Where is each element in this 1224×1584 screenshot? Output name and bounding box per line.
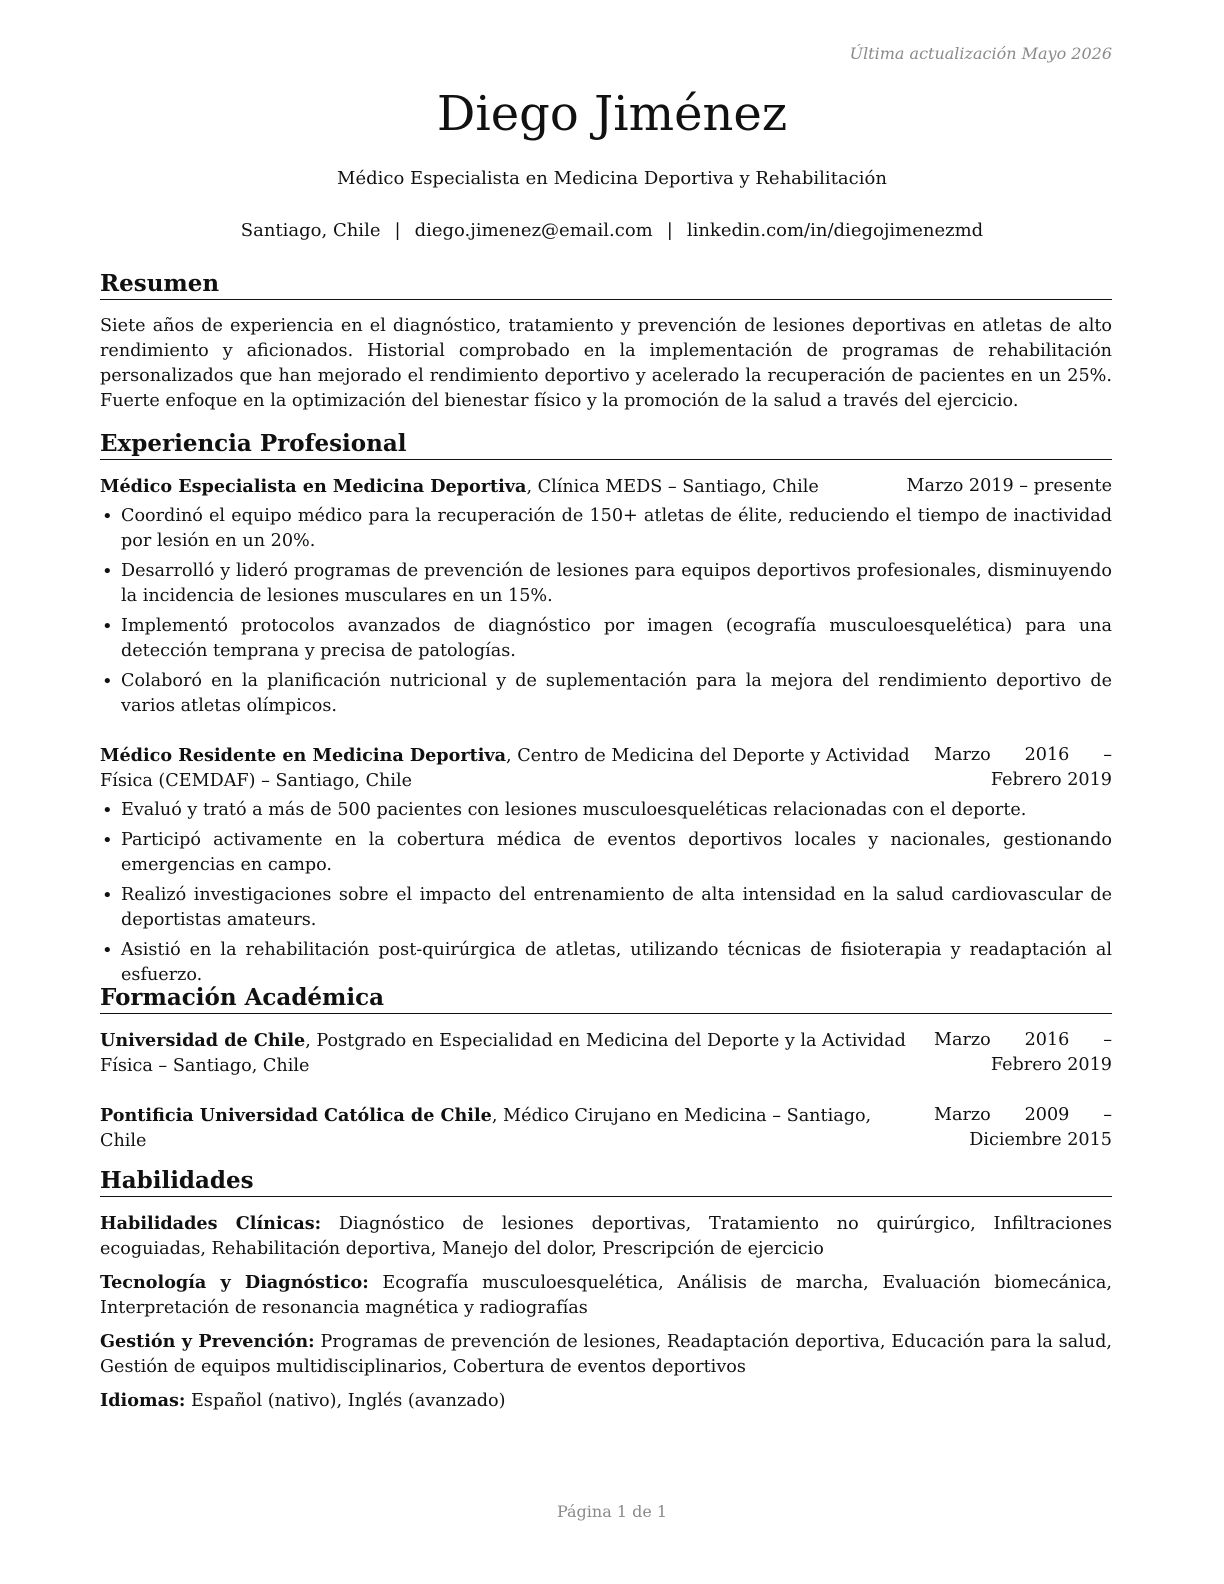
job-bullet: • Evaluó y trató a más de 500 pacientes con lesiones musculoesqueléticas relacionadas con el deporte. — [100, 798, 1112, 823]
headline: Médico Especialista en Medicina Deportiva y Rehabilitación — [337, 168, 887, 189]
job-bullet: • Participó activamente en la cobertura médica de eventos deportivos locales y nacionales, gestionando emergencias en campo. — [100, 828, 1112, 878]
experience-section — [100, 430, 1112, 1012]
contact-line — [0, 220, 1224, 241]
job-dates: Marzo 2019 – presente — [906, 476, 1112, 496]
job-dates: Marzo 2016 – Febrero 2019 — [934, 745, 1112, 790]
job-bullet: • Realizó investigaciones sobre el impacto del entrenamiento de alta intensidad en la salud cardiovascular de deportistas amateurs. — [100, 883, 1112, 933]
section-title: Experiencia Profesional — [100, 430, 1112, 460]
school-name: Pontificia Universidad Católica de Chile — [100, 1105, 492, 1126]
email-link[interactable]: diego.jimenez@email.com — [414, 220, 653, 241]
skill-row — [100, 1211, 1112, 1262]
skills-section — [100, 1167, 1112, 1422]
skill-text: Ecografía musculoesquelética, Análisis de marcha, Evaluación biomecánica, Interpretación de resonancia magnética y radiografías — [100, 1273, 1113, 1318]
job-bullet: • Coordinó el equipo médico para la recuperación de 150+ atletas de élite, reduciendo el tiempo de inactividad por lesión en un 20%. — [100, 504, 1112, 554]
separator: | — [666, 220, 673, 241]
page-number: Página 1 de 1 — [556, 1502, 668, 1521]
education-entry — [100, 1103, 1112, 1154]
job-entry — [100, 474, 1112, 719]
skill-row — [100, 1329, 1112, 1380]
skill-label: Tecnología y Diagnóstico: — [100, 1272, 369, 1293]
location: Santiago, Chile — [240, 220, 381, 241]
job-bullet: • Asistió en la rehabilitación post-quirúrgica de atletas, utilizando técnicas de fisioterapia y readaptación al esfuerzo. — [100, 938, 1112, 988]
section-title: Formación Académica — [100, 984, 1112, 1014]
skill-label: Habilidades Clínicas: — [100, 1213, 322, 1234]
updated-date: Última actualización Mayo 2026 — [849, 44, 1112, 63]
degree-detail: , Postgrado en Especialidad en Medicina del Deporte y la Actividad Física – Santiago, Chile — [100, 1031, 906, 1076]
job-org: , Centro de Medicina del Deporte y Actividad Física (CEMDAF) – Santiago, Chile — [100, 746, 910, 791]
education-dates: Marzo 2009 – Diciembre 2015 — [934, 1105, 1112, 1150]
separator: | — [394, 220, 401, 241]
summary-text: Siete años de experiencia en el diagnóstico, tratamiento y prevención de lesiones deportivas en atletas de alto rendimiento y aficionados. Historial comprobado en la implementación de programas de rehabilitación personalizados que han mejorado el rendimiento deportivo y acelerado la recuperación de pacientes en un 25%. Fuerte enfoque en la optimización del bienestar físico y la promoción de la salud a través del ejercicio. — [100, 316, 1112, 411]
job-bullet: • Implementó protocolos avanzados de diagnóstico por imagen (ecografía musculoesquelética) para una detección temprana y precisa de patologías. — [100, 614, 1112, 664]
degree-detail: , Médico Cirujano en Medicina – Santiago, Chile — [100, 1106, 872, 1151]
job-role: Médico Residente en Medicina Deportiva — [100, 745, 507, 766]
job-org: , Clínica MEDS – Santiago, Chile — [526, 477, 819, 497]
education-entry — [100, 1028, 1112, 1079]
school-name: Universidad de Chile — [100, 1030, 306, 1051]
candidate-name: Diego Jiménez — [436, 86, 788, 142]
section-title: Resumen — [100, 270, 1112, 300]
linkedin-link[interactable]: linkedin.com/in/diegojimenezmd — [686, 220, 984, 241]
skill-label: Idiomas: — [100, 1390, 186, 1411]
skill-text: Diagnóstico de lesiones deportivas, Tratamiento no quirúrgico, Infiltraciones ecoguiadas, Rehabilitación deportiva, Manejo del dolor, Prescripción de ejercicio — [100, 1214, 1112, 1259]
job-bullet: • Colaboró en la planificación nutricional y de suplementación para la mejora del rendimiento deportivo de varios atletas olímpicos. — [100, 669, 1112, 719]
skill-row — [100, 1270, 1112, 1321]
summary-section — [100, 270, 1112, 414]
job-entry — [100, 743, 1112, 988]
job-role: Médico Especialista en Medicina Deportiva — [100, 476, 527, 497]
skill-text: Programas de prevención de lesiones, Readaptación deportiva, Educación para la salud, Gestión de equipos multidisciplinarios, Cobertura de eventos deportivos — [100, 1332, 1112, 1377]
education-section — [100, 984, 1112, 1178]
education-dates: Marzo 2016 – Febrero 2019 — [934, 1030, 1112, 1075]
skill-row — [100, 1388, 1112, 1414]
section-title: Habilidades — [100, 1167, 1112, 1197]
skill-text: Español (nativo), Inglés (avanzado) — [185, 1391, 506, 1411]
job-bullet: • Desarrolló y lideró programas de prevención de lesiones para equipos deportivos profesionales, disminuyendo la incidencia de lesiones musculares en un 15%. — [100, 559, 1112, 609]
skill-label: Gestión y Prevención: — [100, 1331, 315, 1352]
